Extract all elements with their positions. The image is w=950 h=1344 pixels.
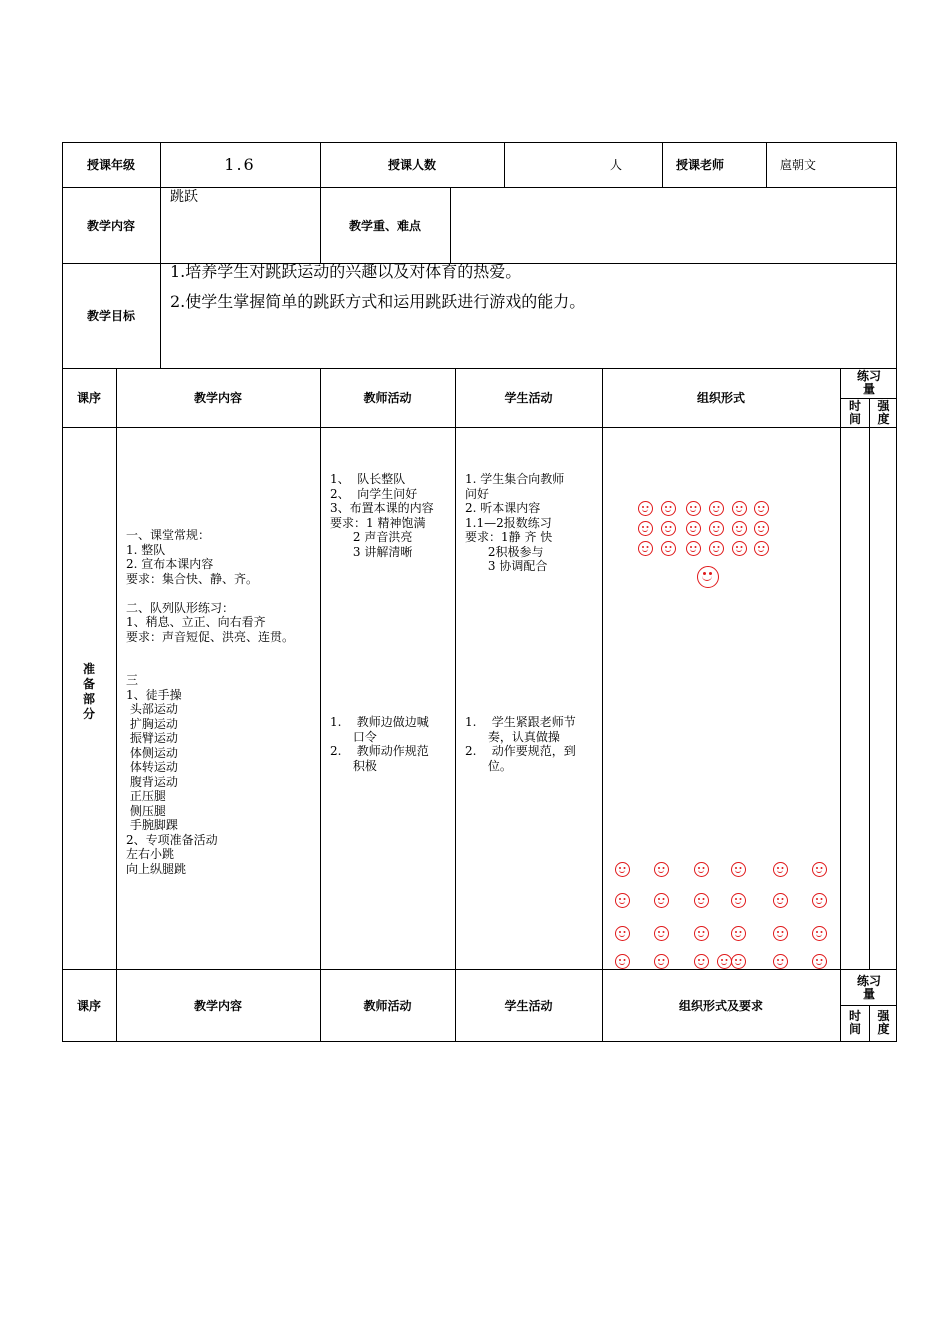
prep-content-line: 2、专项准备活动 [126, 832, 218, 847]
prep-content-line: 左右小跳 [126, 847, 175, 861]
prep-content-line: 体侧运动 [126, 745, 178, 760]
prep-content-line: 侧压腿 [126, 803, 166, 818]
prep-content-line: 二、队列队形练习： [126, 600, 235, 615]
smiley-face-icon [732, 501, 747, 516]
col-teacher-activity-2: 教师活动 [363, 998, 412, 1013]
smiley-face-icon [709, 501, 724, 516]
smiley-face-icon [731, 862, 746, 877]
teacher-activity-line: 2、 向学生问好 [330, 486, 418, 501]
smiley-face-icon [773, 954, 788, 969]
col-organization: 组织形式 [696, 391, 745, 405]
col-intensity-2: 强度 [877, 1009, 890, 1036]
col-organization-req: 组织形式及要求 [678, 998, 763, 1013]
smiley-face-icon [812, 954, 827, 969]
prep-content-line: 扩胸运动 [126, 716, 178, 731]
smiley-face-icon [697, 566, 719, 588]
teacher-activity-line: 3、布置本课的内容 [330, 501, 434, 515]
teacher-activity-bottom [330, 715, 429, 773]
teacher-name: 扈朝文 [780, 158, 817, 172]
smiley-face-icon [654, 926, 669, 941]
teacher-activity-line: 2 声音洪亮 [330, 530, 413, 544]
grade-value: 1.6 [224, 155, 256, 174]
smiley-face-icon [731, 893, 746, 908]
smiley-face-icon [731, 954, 746, 969]
student-activity-line: 2积极参与 [465, 544, 544, 559]
content-label: 教学内容 [86, 218, 135, 233]
smiley-face-icon [732, 541, 747, 556]
col-teacher-activity: 教师活动 [363, 391, 412, 405]
col-practice-amount-2: 练习量 [856, 974, 881, 1001]
teacher-activity-line: 2. 教师动作规范 [330, 744, 429, 758]
prep-content-line: 一、课堂常规： [126, 528, 211, 542]
prep-content-line [126, 586, 294, 601]
smiley-face-icon [812, 926, 827, 941]
col-student-activity-2: 学生活动 [504, 998, 553, 1013]
smiley-face-icon [615, 926, 630, 941]
count-unit: 人 [610, 158, 623, 172]
smiley-face-icon [694, 893, 709, 908]
smiley-face-icon [638, 521, 653, 536]
grade-label: 授课年级 [86, 158, 135, 172]
smiley-face-icon [694, 862, 709, 877]
teacher-activity-line: 口令 [330, 729, 377, 744]
col-time-2: 时间 [848, 1009, 861, 1036]
smiley-face-icon [654, 862, 669, 877]
col-content-2: 教学内容 [193, 998, 242, 1013]
col-sequence: 课序 [76, 391, 101, 405]
smiley-face-icon [615, 954, 630, 969]
prep-content-line [126, 644, 294, 659]
student-activity-line: 奏，认真做操 [465, 729, 560, 744]
count-label: 授课人数 [387, 158, 436, 172]
smiley-face-icon [694, 926, 709, 941]
smiley-face-icon [812, 862, 827, 877]
prep-section-label: 准备部分 [82, 662, 95, 721]
smiley-face-icon [732, 521, 747, 536]
objective-item-2: 2.使学生掌握简单的跳跃方式和运用跳跃进行游戏的能力。 [170, 292, 586, 311]
smiley-face-icon [686, 521, 701, 536]
prep-content-line: 向上纵腿跳 [126, 861, 187, 876]
prep-content-line: 正压腿 [126, 789, 166, 803]
smiley-face-icon [686, 501, 701, 516]
smiley-face-icon [709, 541, 724, 556]
teacher-activity-top [330, 472, 434, 559]
objective-item-1: 1.培养学生对跳跃运动的兴趣以及对体育的热爱。 [170, 262, 522, 281]
teacher-activity-line: 1. 教师边做边喊 [330, 715, 429, 729]
smiley-face-icon [661, 501, 676, 516]
prep-content-line: 手腕脚踝 [126, 818, 178, 832]
smiley-face-icon [731, 926, 746, 941]
teacher-activity-line: 要求：1 精神饱满 [330, 515, 426, 530]
prep-content-line: 振臂运动 [126, 731, 178, 745]
objectives-label: 教学目标 [86, 309, 135, 323]
smiley-face-icon [754, 541, 769, 556]
student-activity-line: 1.1—2报数练习 [465, 515, 552, 530]
smiley-face-icon [773, 893, 788, 908]
prep-content-line: 2. 宣布本课内容 [126, 557, 214, 571]
smiley-face-icon [654, 954, 669, 969]
teacher-activity-line: 积极 [330, 758, 377, 773]
prep-content-line: 1. 整队 [126, 542, 166, 557]
prep-content-line: 要求：声音短促、洪亮、连贯。 [126, 629, 295, 644]
col-content: 教学内容 [193, 391, 242, 405]
student-activity-line: 要求：1静 齐 快 [465, 530, 553, 544]
student-activity-bottom [465, 715, 576, 773]
prep-content-line: 头部运动 [126, 702, 178, 716]
prep-content-line: 1、稍息、立正、向右看齐 [126, 615, 266, 629]
prep-content-line: 体转运动 [126, 760, 178, 774]
col-intensity: 强度 [877, 399, 890, 426]
student-activity-top [465, 472, 564, 574]
student-activity-line: 2. 听本课内容 [465, 501, 541, 515]
col-time: 时间 [848, 399, 861, 426]
col-practice-amount: 练习量 [856, 369, 881, 396]
col-sequence-2: 课序 [76, 998, 101, 1013]
prep-content-line: 1、徒手操 [126, 687, 182, 702]
student-activity-line: 1. 学生集合向教师 [465, 472, 565, 486]
smiley-face-icon [686, 541, 701, 556]
smiley-face-icon [638, 541, 653, 556]
prep-content-line: 三 [126, 673, 139, 687]
smiley-face-icon [661, 541, 676, 556]
smiley-face-icon [694, 954, 709, 969]
smiley-face-icon [773, 862, 788, 877]
key-points-label: 教学重、难点 [348, 218, 421, 233]
smiley-face-icon [638, 501, 653, 516]
col-student-activity: 学生活动 [504, 391, 553, 405]
teacher-activity-line: 1、 队长整队 [330, 472, 406, 486]
student-activity-line: 3 协调配合 [465, 559, 548, 573]
student-activity-line: 1. 学生紧跟老师节 [465, 715, 576, 729]
smiley-face-icon [615, 862, 630, 877]
prep-content-line [126, 659, 294, 674]
smiley-face-icon [754, 521, 769, 536]
prep-content-list [126, 528, 294, 876]
smiley-face-icon [661, 521, 676, 536]
smiley-face-icon [709, 521, 724, 536]
student-activity-line: 位。 [465, 758, 512, 773]
teacher-label: 授课老师 [675, 158, 724, 172]
smiley-face-icon [773, 926, 788, 941]
smiley-face-icon [615, 893, 630, 908]
smiley-face-icon [717, 954, 732, 969]
student-activity-line: 2. 动作要规范，到 [465, 744, 576, 758]
student-activity-line: 问好 [465, 486, 490, 501]
prep-content-line: 要求：集合快、静、齐。 [126, 571, 259, 586]
smiley-face-icon [812, 893, 827, 908]
content-value: 跳跃 [170, 189, 198, 205]
teacher-activity-line: 3 讲解清晰 [330, 544, 413, 559]
smiley-face-icon [754, 501, 769, 516]
prep-content-line: 腹背运动 [126, 774, 178, 789]
smiley-face-icon [654, 893, 669, 908]
